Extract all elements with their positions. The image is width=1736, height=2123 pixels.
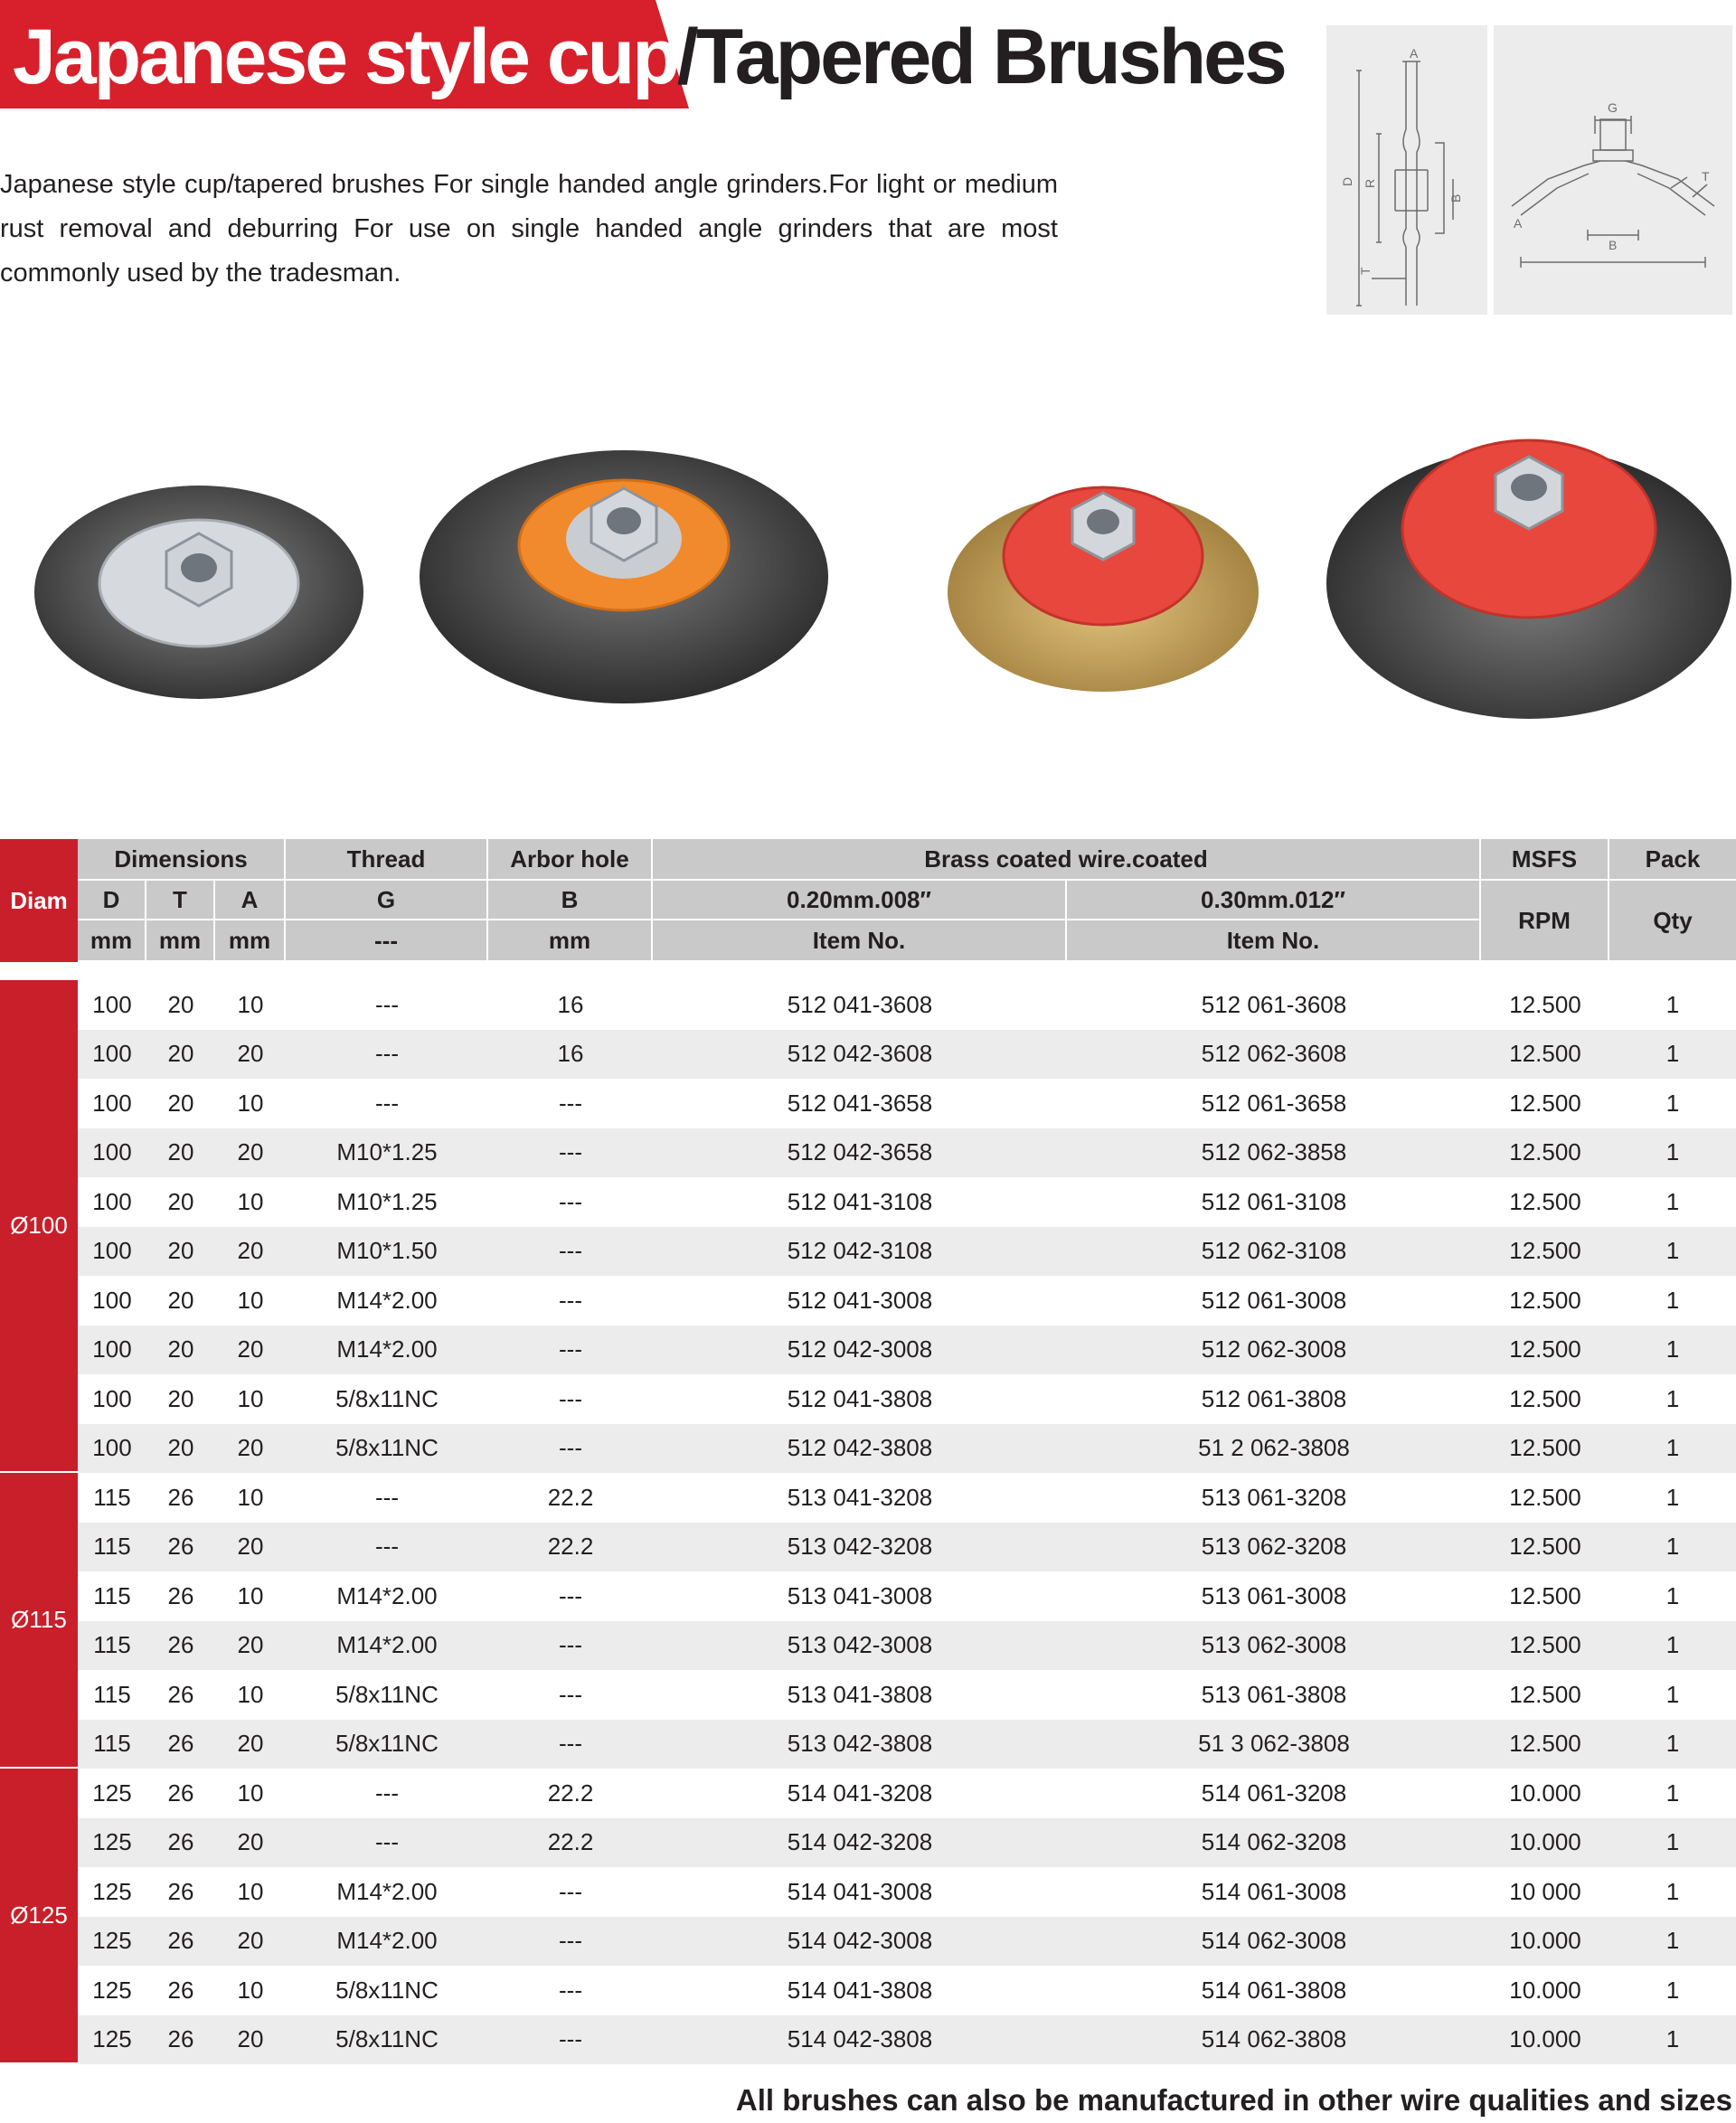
cell-rpm: 12.500 (1509, 1434, 1581, 1462)
cell-rpm: 10.000 (1509, 1828, 1581, 1856)
cell-qty: 1 (1665, 1927, 1680, 1955)
side-profile-diagram (1326, 25, 1487, 315)
cell-item-020: 514 041-3808 (787, 1976, 933, 2004)
cell-thread: --- (375, 1483, 399, 1511)
cell-a: 10 (237, 1581, 264, 1609)
cell-t: 20 (167, 1335, 194, 1363)
cell-item-030: 512 061-3008 (1201, 1286, 1347, 1314)
header-arbor-hole: Arbor hole (488, 839, 653, 881)
cell-a: 20 (237, 1434, 264, 1462)
cell-item-020: 512 041-3808 (787, 1384, 933, 1412)
cell-item-030: 513 061-3808 (1201, 1680, 1347, 1708)
cell-t: 20 (167, 1286, 194, 1314)
cell-arbor: --- (559, 1187, 582, 1215)
cell-qty: 1 (1665, 2025, 1680, 2053)
cell-item-030: 512 061-3108 (1201, 1187, 1347, 1215)
cell-t: 20 (167, 1384, 194, 1412)
cell-qty: 1 (1665, 1877, 1680, 1905)
cell-item-020: 512 041-3008 (787, 1286, 933, 1314)
cell-item-020: 513 042-3808 (787, 1730, 933, 1758)
table-row (78, 980, 1736, 1030)
cell-a: 20 (237, 2025, 264, 2053)
cell-item-030: 51 2 062-3808 (1198, 1434, 1350, 1462)
header-pack: Pack (1609, 839, 1736, 881)
cell-a: 10 (237, 1779, 264, 1807)
table-row (78, 1424, 1736, 1474)
cell-t: 26 (167, 1483, 194, 1511)
cell-t: 26 (167, 1533, 194, 1561)
header-msfs: MSFS (1481, 839, 1609, 881)
cell-item-020: 512 042-3008 (787, 1335, 933, 1363)
cell-d: 125 (92, 1976, 132, 2004)
cell-d: 115 (93, 1631, 131, 1659)
cell-rpm: 10.000 (1509, 1779, 1581, 1807)
cell-arbor: --- (559, 1384, 582, 1412)
cell-d: 125 (92, 1828, 132, 1856)
cell-arbor: 22.2 (547, 1779, 594, 1807)
cell-thread: --- (375, 1533, 399, 1561)
page-title (13, 7, 1285, 107)
cell-item-030: 514 062-3808 (1201, 2025, 1347, 2053)
diameter-group-label: Ø115 (0, 1473, 78, 1769)
diagram-label-t2: T (1702, 169, 1710, 184)
cell-item-030: 513 061-3208 (1201, 1483, 1347, 1511)
cell-thread: M14*2.00 (336, 1335, 438, 1363)
cell-item-020: 512 042-3608 (787, 1040, 933, 1068)
cell-arbor: 16 (557, 1040, 584, 1068)
cell-rpm: 12.500 (1509, 1187, 1581, 1215)
diagram-label-g: G (1608, 100, 1618, 115)
cell-thread: 5/8x11NC (335, 1384, 439, 1412)
table-row (78, 1177, 1736, 1227)
cell-d: 115 (93, 1680, 131, 1708)
diagram-label-b: B (1448, 193, 1463, 203)
cell-item-020: 514 042-3808 (787, 2025, 933, 2053)
cell-thread: 5/8x11NC (335, 1976, 439, 2004)
cell-thread: M14*2.00 (336, 1581, 438, 1609)
cell-rpm: 12.500 (1509, 1335, 1581, 1363)
cell-a: 10 (237, 1089, 264, 1117)
header-unit-a: mm (215, 920, 286, 962)
header-unit-t: mm (146, 920, 215, 962)
cell-d: 115 (93, 1533, 131, 1561)
cell-item-020: 513 042-3208 (787, 1533, 933, 1561)
title-red-part: Japanese style cup (13, 14, 677, 100)
cell-a: 20 (237, 1138, 264, 1166)
cell-d: 100 (92, 990, 132, 1018)
cell-qty: 1 (1665, 1138, 1680, 1166)
cell-t: 26 (167, 2025, 194, 2053)
cell-qty: 1 (1665, 1089, 1680, 1117)
cell-rpm: 12.500 (1509, 1237, 1581, 1265)
cell-item-030: 513 062-3208 (1201, 1533, 1347, 1561)
cell-item-030: 512 061-3808 (1201, 1384, 1347, 1412)
cell-rpm: 12.500 (1509, 1680, 1581, 1708)
cell-qty: 1 (1665, 1730, 1680, 1758)
cell-thread: --- (375, 1040, 399, 1068)
cell-rpm: 12.500 (1509, 1384, 1581, 1412)
table-row (78, 1227, 1736, 1277)
cell-t: 26 (167, 1730, 194, 1758)
cell-item-020: 512 041-3608 (787, 990, 933, 1018)
cell-rpm: 12.500 (1509, 1631, 1581, 1659)
cell-rpm: 10 000 (1509, 1877, 1581, 1905)
cell-item-020: 512 041-3658 (787, 1089, 933, 1117)
cell-item-020: 513 042-3008 (787, 1631, 933, 1659)
cell-rpm: 12.500 (1509, 1138, 1581, 1166)
cell-d: 125 (92, 2025, 132, 2053)
cell-arbor: --- (559, 1927, 582, 1955)
header-d: D (78, 881, 146, 920)
table-row (78, 1079, 1736, 1128)
cell-t: 26 (167, 1680, 194, 1708)
cell-qty: 1 (1665, 1040, 1680, 1068)
table-row (78, 1621, 1736, 1671)
cell-item-020: 514 041-3008 (787, 1877, 933, 1905)
cell-rpm: 12.500 (1509, 1286, 1581, 1314)
cell-item-030: 514 061-3208 (1201, 1779, 1347, 1807)
cell-d: 100 (92, 1434, 132, 1462)
cell-a: 20 (237, 1828, 264, 1856)
cell-d: 100 (92, 1286, 132, 1314)
cell-d: 100 (92, 1040, 132, 1068)
cell-thread: 5/8x11NC (335, 1680, 439, 1708)
cell-thread: --- (375, 1779, 399, 1807)
product-image-orange-hub-wheel (416, 441, 832, 722)
cell-arbor: --- (559, 1434, 582, 1462)
cell-rpm: 12.500 (1509, 1089, 1581, 1117)
cell-a: 20 (237, 1631, 264, 1659)
cell-item-030: 514 061-3808 (1201, 1976, 1347, 2004)
cell-a: 10 (237, 1483, 264, 1511)
cell-qty: 1 (1665, 1187, 1680, 1215)
cell-qty: 1 (1665, 1680, 1680, 1708)
table-row (78, 1670, 1736, 1720)
cell-thread: --- (375, 1089, 399, 1117)
cell-item-030: 51 3 062-3808 (1198, 1730, 1350, 1758)
product-description: Japanese style cup/tapered brushes For single handed angle grinders.For light or medium rust removal and deburring For use on single handed angle grinders that are most commonly used by the tradesman. (0, 170, 1058, 288)
cell-arbor: 22.2 (547, 1533, 594, 1561)
product-image-brass-cup-brush (940, 457, 1266, 701)
cell-qty: 1 (1665, 1976, 1680, 2004)
header-unit-d: mm (78, 920, 146, 962)
header-thread: Thread (286, 839, 488, 881)
cell-arbor: --- (559, 1335, 582, 1363)
cell-t: 26 (167, 1581, 194, 1609)
cell-d: 100 (92, 1237, 132, 1265)
table-row (78, 2015, 1736, 2065)
header-wire-020: 0.20mm.008″ (653, 881, 1067, 920)
cell-t: 26 (167, 1779, 194, 1807)
cell-arbor: --- (559, 1138, 582, 1166)
table-row (78, 1473, 1736, 1523)
cell-thread: --- (375, 990, 399, 1018)
cell-arbor: --- (559, 1730, 582, 1758)
diagram-label-a2: A (1514, 216, 1523, 231)
cell-rpm: 12.500 (1509, 1483, 1581, 1511)
cell-qty: 1 (1665, 1434, 1680, 1462)
diagram-label-a: A (1410, 46, 1419, 61)
cell-d: 125 (92, 1927, 132, 1955)
product-image-zinc-hub-wheel (27, 470, 371, 705)
table-row (78, 1966, 1736, 2015)
cell-t: 20 (167, 990, 194, 1018)
cell-item-030: 512 062-3608 (1201, 1040, 1347, 1068)
table-row (78, 1571, 1736, 1621)
cell-item-020: 514 042-3208 (787, 1828, 933, 1856)
cell-qty: 1 (1665, 1483, 1680, 1511)
table-row (78, 1769, 1736, 1818)
cell-a: 10 (237, 1680, 264, 1708)
cell-t: 20 (167, 1138, 194, 1166)
cell-arbor: --- (559, 1286, 582, 1314)
cell-d: 115 (93, 1581, 131, 1609)
cell-arbor: --- (559, 1877, 582, 1905)
cell-item-030: 514 061-3008 (1201, 1877, 1347, 1905)
header-wire-030: 0.30mm.012″ (1067, 881, 1481, 920)
cell-d: 100 (92, 1089, 132, 1117)
cell-d: 115 (93, 1483, 131, 1511)
cell-t: 20 (167, 1089, 194, 1117)
cell-t: 26 (167, 1976, 194, 2004)
cell-a: 10 (237, 1187, 264, 1215)
cell-t: 26 (167, 1631, 194, 1659)
cell-thread: M14*2.00 (336, 1286, 438, 1314)
cell-thread: --- (375, 1828, 399, 1856)
cell-d: 125 (92, 1779, 132, 1807)
cell-arbor: 22.2 (547, 1483, 594, 1511)
cell-item-030: 512 062-3108 (1201, 1237, 1347, 1265)
cell-rpm: 12.500 (1509, 1040, 1581, 1068)
header-rpm: RPM (1481, 881, 1609, 962)
cell-arbor: --- (559, 2025, 582, 2053)
cell-t: 20 (167, 1040, 194, 1068)
table-row (78, 1523, 1736, 1572)
cell-thread: 5/8x11NC (335, 2025, 439, 2053)
cell-item-030: 512 062-3858 (1201, 1138, 1347, 1166)
cell-item-020: 514 041-3208 (787, 1779, 933, 1807)
cell-item-020: 512 042-3108 (787, 1237, 933, 1265)
cell-item-020: 512 042-3808 (787, 1434, 933, 1462)
cell-thread: M10*1.50 (336, 1237, 438, 1265)
cell-d: 100 (92, 1138, 132, 1166)
cell-qty: 1 (1665, 1237, 1680, 1265)
table-row (78, 1326, 1736, 1375)
diagram-label-r: R (1363, 178, 1377, 188)
cell-d: 100 (92, 1335, 132, 1363)
cell-item-030: 512 061-3658 (1201, 1089, 1347, 1117)
cell-item-030: 513 061-3008 (1201, 1581, 1347, 1609)
cell-a: 10 (237, 1384, 264, 1412)
cell-qty: 1 (1665, 1384, 1680, 1412)
cell-arbor: 16 (557, 990, 584, 1018)
header-b: B (488, 881, 653, 920)
cell-item-020: 513 041-3208 (787, 1483, 933, 1511)
cell-item-020: 513 041-3808 (787, 1680, 933, 1708)
cell-thread: M14*2.00 (336, 1927, 438, 1955)
cell-t: 20 (167, 1434, 194, 1462)
table-row (78, 1818, 1736, 1868)
cell-qty: 1 (1665, 1779, 1680, 1807)
cell-qty: 1 (1665, 1828, 1680, 1856)
cell-t: 20 (167, 1187, 194, 1215)
cell-arbor: --- (559, 1581, 582, 1609)
cell-t: 26 (167, 1877, 194, 1905)
cell-rpm: 10.000 (1509, 1976, 1581, 2004)
cell-qty: 1 (1665, 1533, 1680, 1561)
diameter-group-label: Ø100 (0, 980, 78, 1473)
table-row (78, 1374, 1736, 1424)
cell-a: 20 (237, 1730, 264, 1758)
cell-qty: 1 (1665, 1581, 1680, 1609)
cell-arbor: --- (559, 1680, 582, 1708)
header-t: T (146, 881, 215, 920)
cell-qty: 1 (1665, 1335, 1680, 1363)
cell-a: 20 (237, 1237, 264, 1265)
cell-thread: M10*1.25 (336, 1138, 438, 1166)
cell-t: 26 (167, 1828, 194, 1856)
cell-arbor: --- (559, 1976, 582, 2004)
cell-arbor: 22.2 (547, 1828, 594, 1856)
cell-a: 20 (237, 1533, 264, 1561)
cell-a: 20 (237, 1040, 264, 1068)
cell-a: 20 (237, 1927, 264, 1955)
table-row (78, 1867, 1736, 1917)
title-dark-part: /Tapered Brushes (676, 14, 1285, 100)
diagram-label-t: T (1358, 267, 1373, 275)
table-row (78, 1030, 1736, 1080)
cell-item-020: 514 042-3008 (787, 1927, 933, 1955)
header-qty: Qty (1609, 881, 1736, 962)
cell-arbor: --- (559, 1631, 582, 1659)
cell-a: 10 (237, 1286, 264, 1314)
diagram-label-d: D (1340, 176, 1354, 186)
product-image-steel-tapered-brush (1322, 420, 1736, 732)
cell-t: 26 (167, 1927, 194, 1955)
cell-t: 20 (167, 1237, 194, 1265)
header-item-no-020: Item No. (653, 920, 1067, 962)
cell-arbor: --- (559, 1237, 582, 1265)
cell-rpm: 12.500 (1509, 1533, 1581, 1561)
cell-d: 125 (92, 1877, 132, 1905)
cell-qty: 1 (1665, 1631, 1680, 1659)
cell-thread: 5/8x11NC (335, 1434, 439, 1462)
table-row (78, 1917, 1736, 1967)
diameter-group-label: Ø125 (0, 1769, 78, 2064)
cell-qty: 1 (1665, 990, 1680, 1018)
table-row (78, 1720, 1736, 1769)
cell-thread: M14*2.00 (336, 1877, 438, 1905)
cell-a: 10 (237, 1877, 264, 1905)
cell-rpm: 12.500 (1509, 1581, 1581, 1609)
cell-d: 100 (92, 1187, 132, 1215)
header-wire: Brass coated wire.coated (653, 839, 1481, 881)
header-item-no-030: Item No. (1067, 920, 1481, 962)
cell-item-030: 513 062-3008 (1201, 1631, 1347, 1659)
cell-rpm: 12.500 (1509, 1730, 1581, 1758)
cell-a: 20 (237, 1335, 264, 1363)
cell-qty: 1 (1665, 1286, 1680, 1314)
cell-thread: 5/8x11NC (335, 1730, 439, 1758)
cell-rpm: 10.000 (1509, 1927, 1581, 1955)
cell-item-030: 512 062-3008 (1201, 1335, 1347, 1363)
header-diam: Diam (0, 839, 78, 962)
cell-arbor: --- (559, 1089, 582, 1117)
cell-item-020: 512 042-3658 (787, 1138, 933, 1166)
tapered-profile-diagram (1494, 25, 1732, 315)
header-a: A (215, 881, 286, 920)
cell-item-030: 514 062-3208 (1201, 1828, 1347, 1856)
cell-a: 10 (237, 990, 264, 1018)
cell-rpm: 12.500 (1509, 990, 1581, 1018)
cell-thread: M14*2.00 (336, 1631, 438, 1659)
diagram-label-b2: B (1609, 238, 1618, 252)
header-unit-b: mm (488, 920, 653, 962)
cell-a: 10 (237, 1976, 264, 2004)
table-row (78, 1276, 1736, 1326)
cell-thread: M10*1.25 (336, 1187, 438, 1215)
footer-note: All brushes can also be manufactured in other wire qualities and sizes (735, 2083, 1732, 2117)
header-g: G (286, 881, 488, 920)
cell-rpm: 10.000 (1509, 2025, 1581, 2053)
header-dimensions: Dimensions (78, 839, 286, 881)
cell-d: 115 (93, 1730, 131, 1758)
cell-item-030: 512 061-3608 (1201, 990, 1347, 1018)
cell-d: 100 (92, 1384, 132, 1412)
cell-item-020: 513 041-3008 (787, 1581, 933, 1609)
cell-item-030: 514 062-3008 (1201, 1927, 1347, 1955)
header-unit-g: --- (286, 920, 488, 962)
cell-item-020: 512 041-3108 (787, 1187, 933, 1215)
table-row (78, 1128, 1736, 1178)
